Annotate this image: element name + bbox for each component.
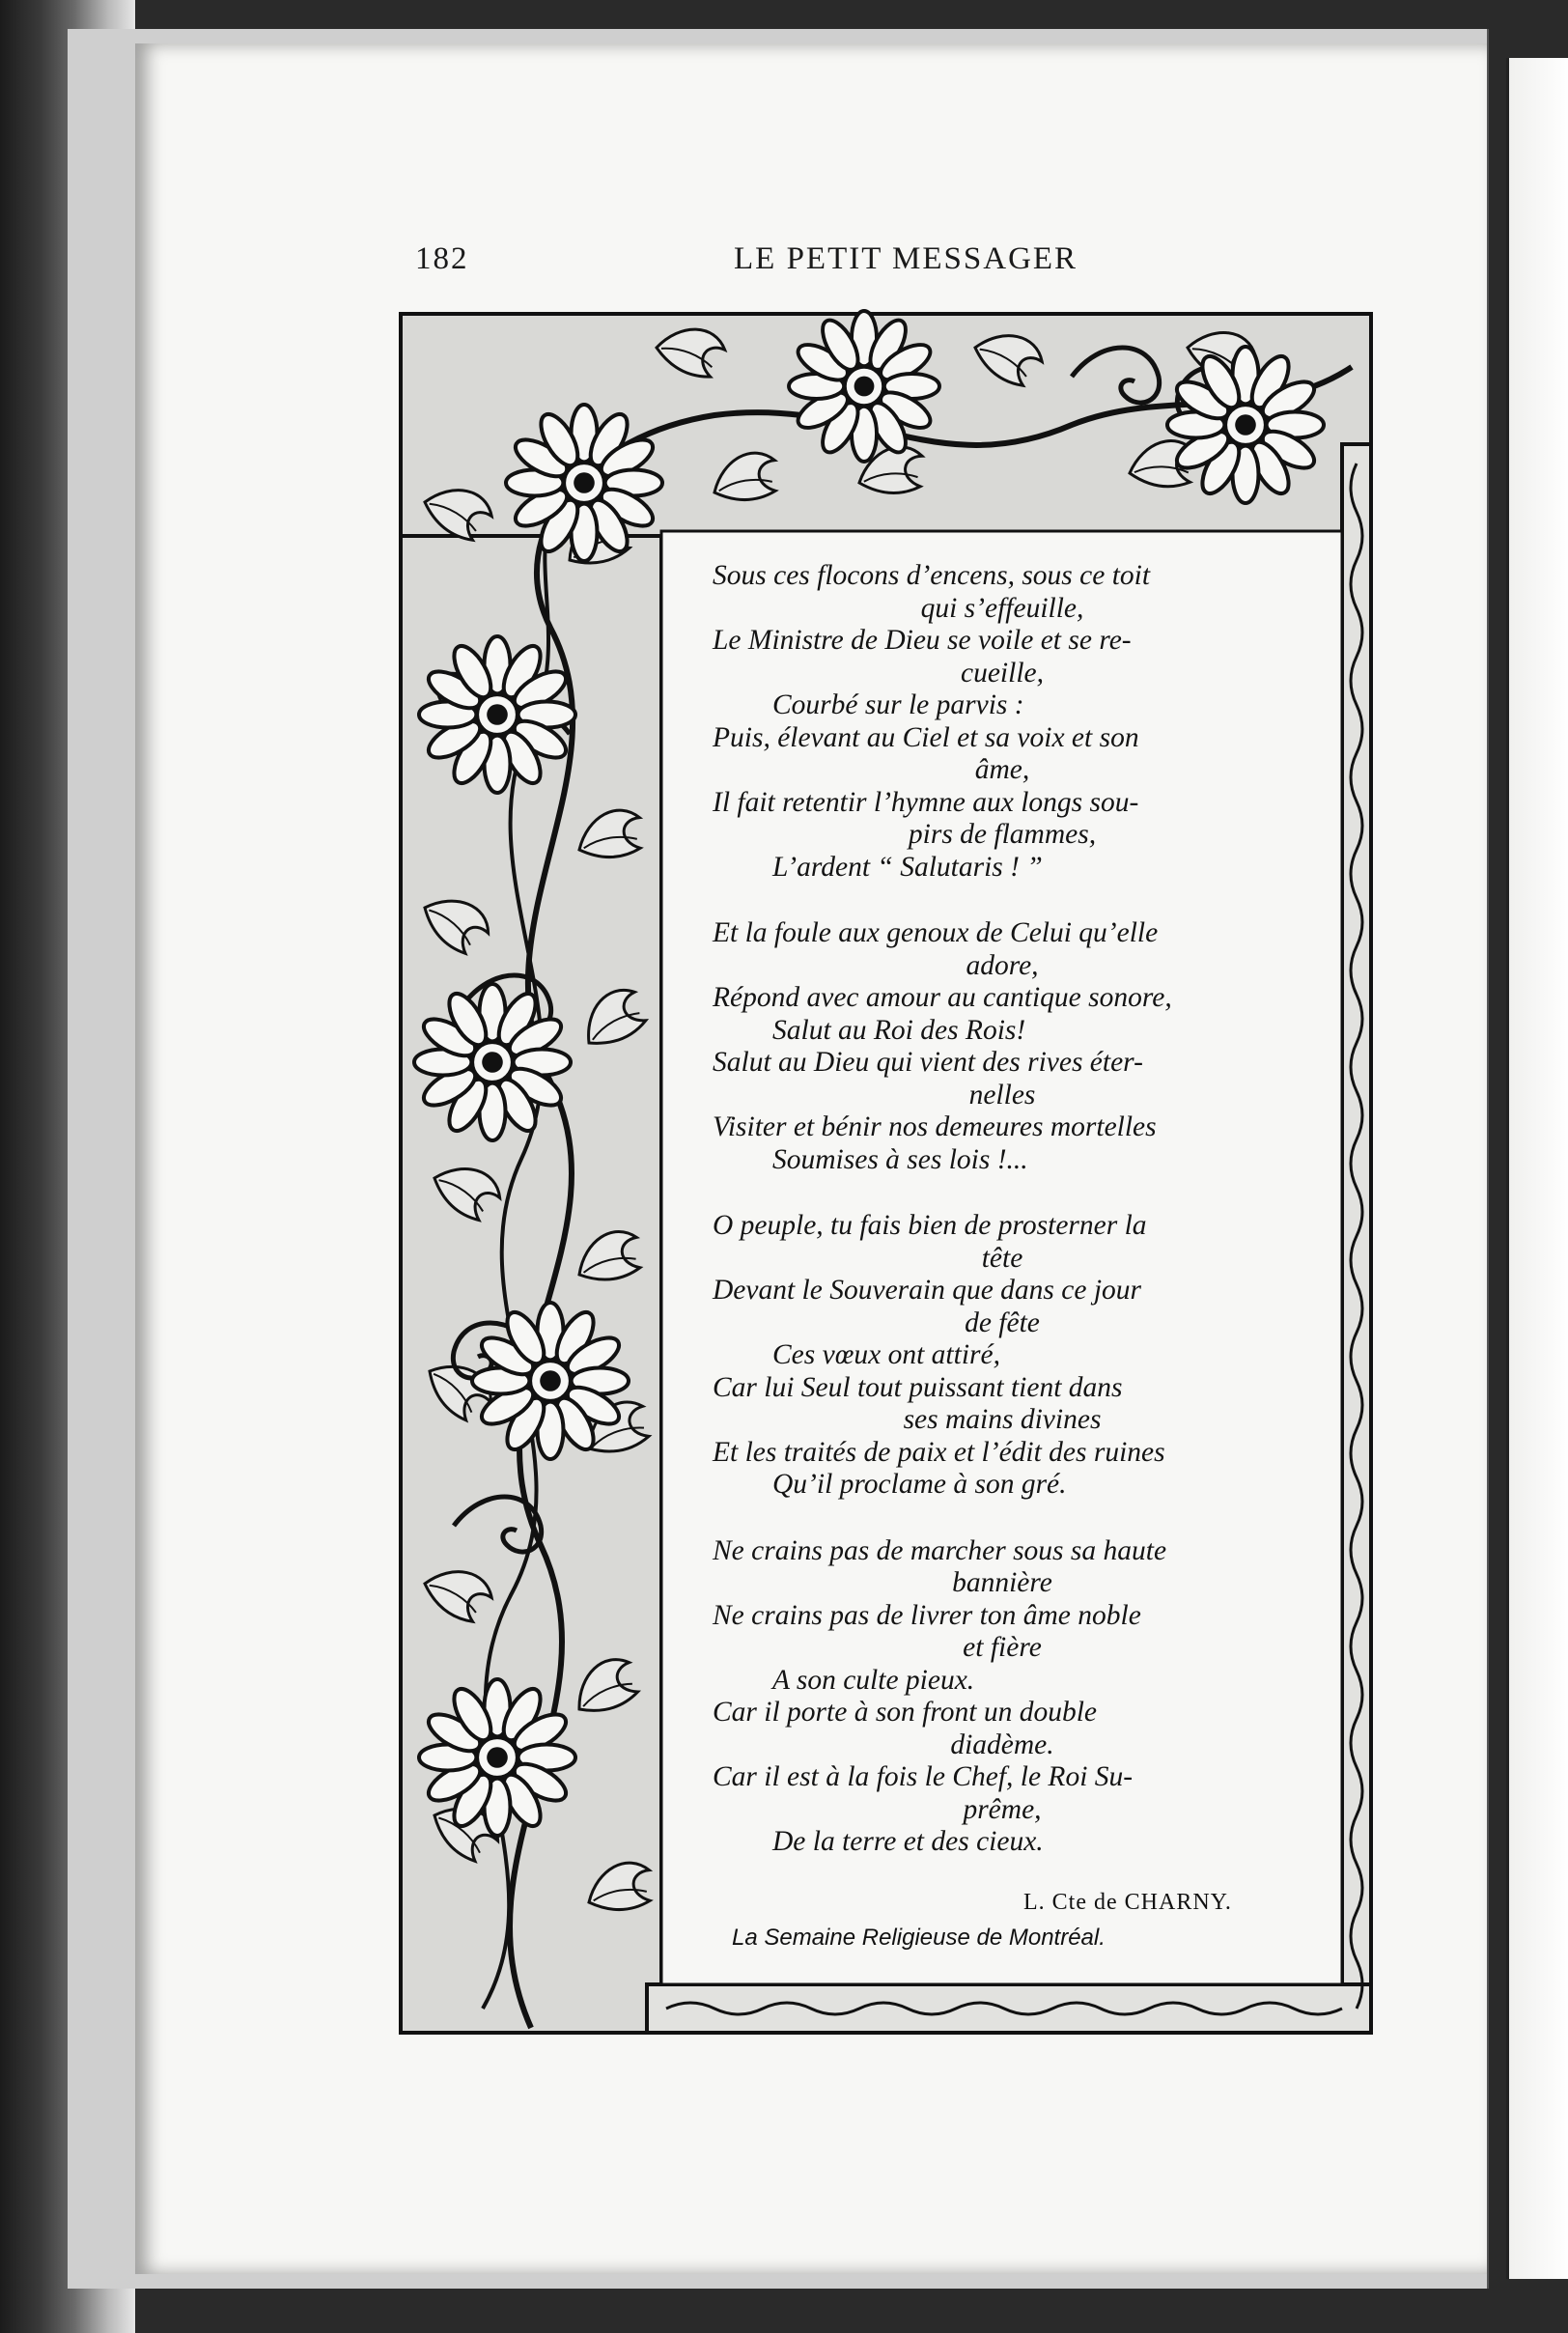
poem-line: Et la foule aux genoux de Celui qu’elle xyxy=(713,917,1159,948)
poem-line: Il fait retentir l’hymne aux longs sou- xyxy=(713,786,1139,818)
poem-line: Et les traités de paix et l’édit des ruines xyxy=(713,1436,1165,1468)
poem-line: De la terre et des cieux. xyxy=(772,1826,1044,1857)
poem-line: bannière xyxy=(952,1567,1052,1598)
poem-line: Courbé sur le parvis : xyxy=(772,689,1024,720)
poem-line: Ces vœux ont attiré, xyxy=(772,1339,1000,1370)
poem-line: O peuple, tu fais bien de prosterner la xyxy=(713,1210,1147,1241)
poem-line: Salut au Roi des Rois! xyxy=(772,1014,1026,1046)
poem-line: nelles xyxy=(968,1079,1036,1110)
poem-line: Car lui Seul tout puissant tient dans xyxy=(713,1371,1123,1403)
poem-line: et fière xyxy=(963,1632,1042,1663)
poem-line: Car il est à la fois le Chef, le Roi Su- xyxy=(713,1761,1134,1792)
poem-line: âme, xyxy=(974,754,1030,785)
poem-line: Devant le Souverain que dans ce jour xyxy=(713,1275,1142,1306)
poem-line: qui s’effeuille, xyxy=(920,592,1084,624)
poem-line: Car il porte à son front un double xyxy=(713,1697,1097,1728)
author-signature: L. Cte de CHARNY. xyxy=(1023,1890,1232,1915)
stanza xyxy=(713,1210,1292,1502)
facing-page-edge xyxy=(1506,58,1568,2279)
stanza xyxy=(713,917,1292,1176)
poem-line: Ne crains pas de livrer ton âme noble xyxy=(713,1599,1141,1631)
poem-line: pirs de flammes, xyxy=(908,819,1097,850)
poem-line: Sous ces flocons d’encens, sous ce toit xyxy=(713,560,1151,591)
stanza xyxy=(713,1535,1292,1859)
poem xyxy=(713,560,1292,1893)
poem-line: Visiter et bénir nos demeures mortelles xyxy=(713,1111,1157,1142)
poem-line: Puis, élevant au Ciel et sa voix et son xyxy=(713,721,1139,753)
poem-line: Ne crains pas de marcher sous sa haute xyxy=(713,1534,1167,1566)
poem-line: L’ardent “ Salutaris ! ” xyxy=(772,851,1043,883)
source-credit: La Semaine Religieuse de Montréal. xyxy=(732,1925,1106,1951)
poem-line: A son culte pieux. xyxy=(772,1664,975,1696)
poem-line: Soumises à ses lois !... xyxy=(772,1143,1028,1175)
running-title: LE PETIT MESSAGER xyxy=(734,241,1078,276)
poem-line: tête xyxy=(981,1242,1023,1274)
poem-line: diadème. xyxy=(950,1729,1054,1760)
poem-line: cueille, xyxy=(961,657,1044,689)
running-head xyxy=(415,241,1110,290)
poem-line: Répond avec amour au cantique sonore, xyxy=(713,982,1172,1013)
poem-line: Qu’il proclame à son gré. xyxy=(772,1469,1067,1500)
stanza xyxy=(713,560,1292,884)
poem-line: prême, xyxy=(963,1793,1042,1825)
poem-line: de fête xyxy=(965,1307,1040,1338)
poem-line: Salut au Dieu qui vient des rives éter- xyxy=(713,1047,1143,1078)
poem-line: ses mains divines xyxy=(903,1404,1102,1435)
page-number: 182 xyxy=(415,241,469,276)
poem-line: Le Ministre de Dieu se voile et se re- xyxy=(713,625,1132,656)
poem-line: adore, xyxy=(966,949,1039,981)
